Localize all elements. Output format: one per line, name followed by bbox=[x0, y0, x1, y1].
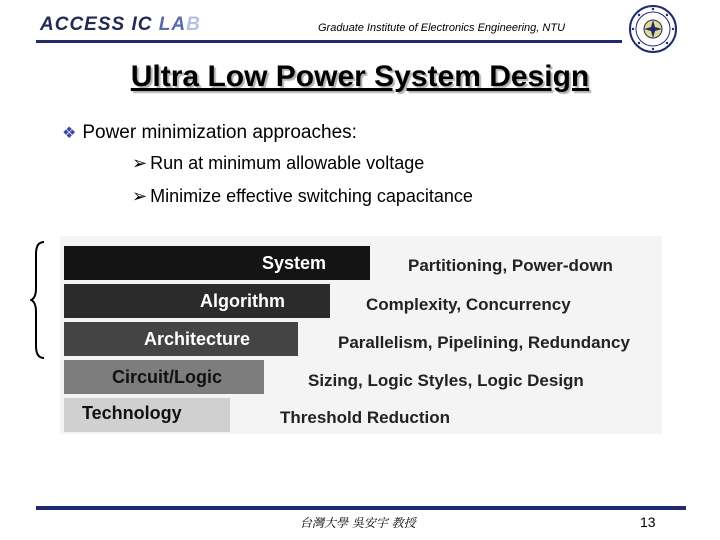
lab-name-part2: LA bbox=[158, 14, 187, 35]
slide-title: Ultra Low Power System Design bbox=[130, 60, 590, 93]
lab-name-part3: B bbox=[186, 14, 201, 35]
level-description-algorithm: Complexity, Concurrency bbox=[366, 295, 571, 314]
arrow-bullet-icon: ➢ bbox=[132, 186, 148, 206]
sub-bullet bbox=[132, 186, 473, 207]
sub-bullet-text: Minimize effective switching capacitance bbox=[150, 186, 473, 206]
level-label-algorithm: Algorithm bbox=[200, 291, 285, 311]
level-bar-algorithm bbox=[64, 284, 330, 318]
level-description-circuit-logic: Sizing, Logic Styles, Logic Design bbox=[308, 371, 584, 390]
footer-rule bbox=[36, 506, 686, 510]
arrow-bullet-icon: ➢ bbox=[132, 153, 148, 173]
level-label-architecture: Architecture bbox=[144, 329, 251, 349]
level-label-circuit-logic: Circuit/Logic bbox=[112, 367, 223, 387]
sub-bullet-text: Run at minimum allowable voltage bbox=[150, 153, 425, 173]
page-number: 13 bbox=[640, 514, 656, 530]
university-seal-icon bbox=[628, 4, 678, 54]
lab-name bbox=[40, 14, 201, 36]
level-description-architecture: Parallelism, Pipelining, Redundancy bbox=[338, 333, 630, 352]
main-bullet-text: Power minimization approaches: bbox=[82, 122, 357, 143]
level-label-technology: Technology bbox=[82, 403, 182, 423]
level-description-system: Partitioning, Power-down bbox=[408, 256, 613, 275]
footer-author: 台灣大學 吳安宇 教授 bbox=[300, 516, 416, 530]
header-rule bbox=[36, 40, 622, 43]
lab-name-part1: ACCESS IC bbox=[40, 14, 159, 35]
level-description-technology: Threshold Reduction bbox=[280, 408, 450, 427]
institute-name: Graduate Institute of Electronics Engineering, NTU bbox=[318, 22, 566, 34]
main-bullet bbox=[62, 122, 357, 144]
diamond-bullet-icon: ❖ bbox=[62, 125, 77, 142]
left-brace-icon bbox=[30, 240, 46, 360]
level-label-system: System bbox=[262, 253, 327, 273]
sub-bullet bbox=[132, 153, 424, 174]
abstraction-levels-figure bbox=[60, 236, 662, 434]
